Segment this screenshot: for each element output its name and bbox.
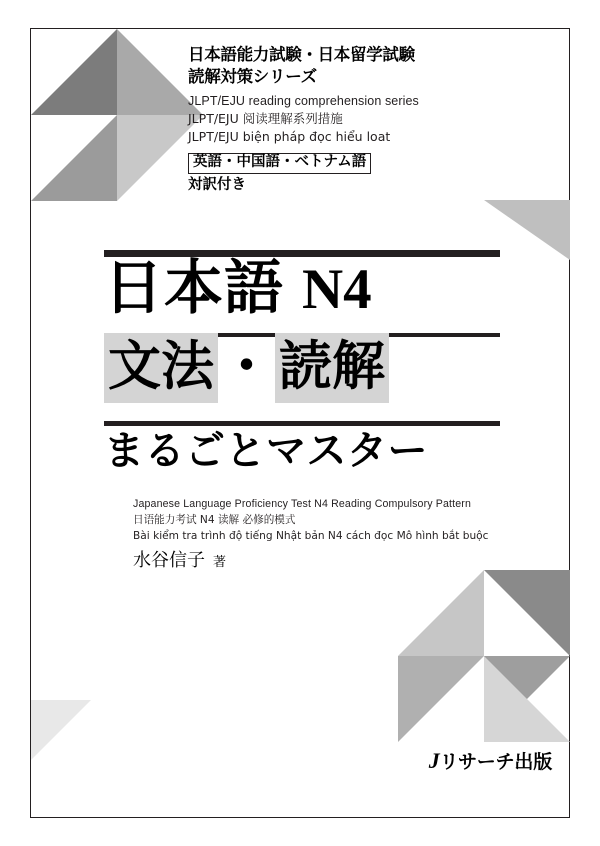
title-level: N4 — [302, 258, 372, 321]
series-title-jp-line2: 読解対策シリーズ — [188, 66, 317, 86]
title-line-1 — [104, 253, 504, 322]
title-translation-zh: 日语能力考试 N4 读解 必修的模式 — [133, 513, 296, 526]
author-line — [133, 546, 226, 572]
title-reading-word: 読解 — [275, 333, 389, 403]
publisher-mark: J — [428, 748, 440, 773]
series-title-vi: JLPT/EJU biện pháp đọc hiểu loat — [188, 129, 391, 145]
languages-badge: 英語・中国語・ベトナム語 — [188, 153, 371, 174]
title-translation-vi: Bài kiểm tra trình độ tiếng Nhật bản N4 cách đọc Mô hình bắt buộc — [133, 529, 489, 542]
translation-included-label: 対訳付き — [188, 176, 246, 193]
title-language-word: 日本語 — [104, 253, 285, 322]
publisher-logo — [429, 747, 552, 774]
author-role: 著 — [213, 555, 227, 570]
decorative-triangles-bottom-left — [31, 640, 151, 818]
title-line-2 — [104, 336, 504, 397]
series-title-zh: JLPT/EJU 阅读理解系列措施 — [188, 111, 343, 127]
title-translations — [133, 497, 513, 545]
title-separator-dot: ・ — [220, 336, 273, 397]
series-header — [188, 44, 538, 193]
title-translation-en: Japanese Language Proficiency Test N4 Reading Compulsory Pattern — [133, 498, 472, 510]
decorative-triangles-middle-right — [398, 570, 570, 742]
series-title-en: JLPT/EJU reading comprehension series — [188, 93, 419, 108]
title-rule-middle-2 — [104, 421, 500, 426]
author-name: 水谷信子 — [133, 550, 205, 571]
title-grammar-word: 文法 — [104, 333, 218, 403]
publisher-name: リサーチ出版 — [439, 751, 552, 773]
decorative-triangles-top-left — [31, 29, 203, 225]
series-title-jp-line1: 日本語能力試験・日本留学試験 — [188, 45, 415, 64]
title-line-3: まるごとマスター — [104, 428, 428, 474]
